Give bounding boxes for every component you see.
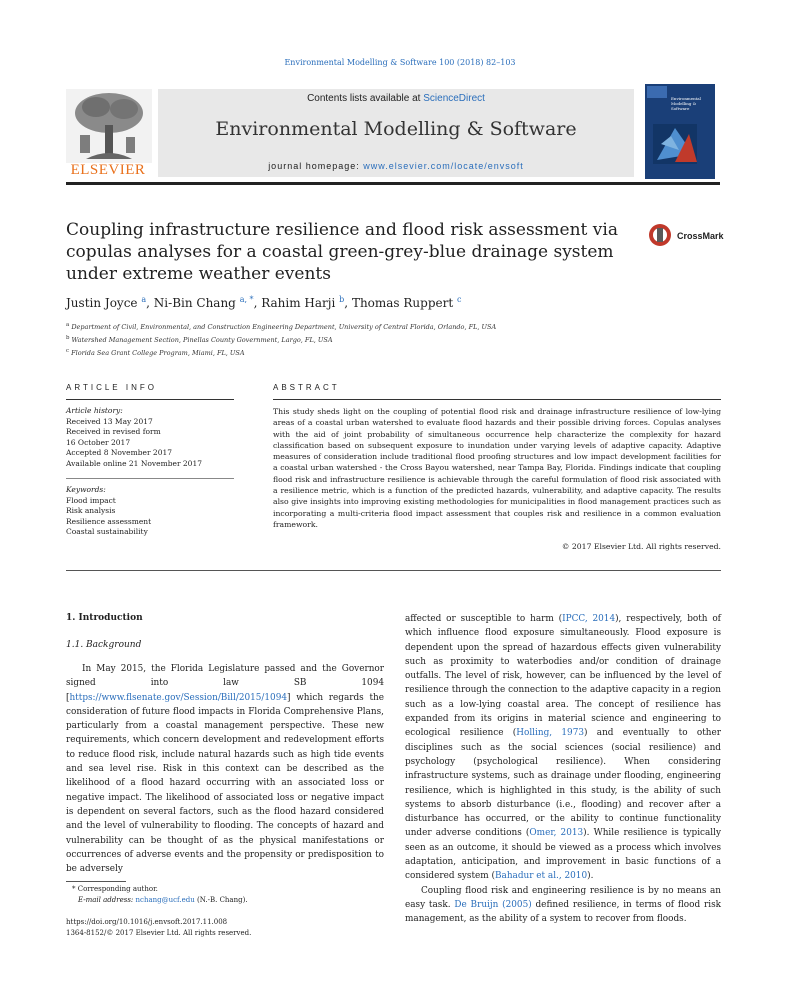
doi-link[interactable]: https://doi.org/10.1016/j.envsoft.2017.11.008 <box>66 918 228 926</box>
journal-citation[interactable]: Environmental Modelling & Software 100 (2018) 82–103 <box>284 58 516 67</box>
author-name[interactable]: Ni-Bin Chang <box>153 296 236 310</box>
reference-link[interactable]: Bahadur et al., 2010 <box>495 871 588 882</box>
body-paragraph: Coupling flood risk and engineering resilience is by no means an easy task. De Bruijn (2005) defined resilience, in terms of flood risk management, as the ability of a system to recover from floods. <box>405 885 722 925</box>
homepage-link[interactable]: www.elsevier.com/locate/envsoft <box>363 161 524 171</box>
article-history <box>66 406 234 469</box>
keywords-label: Keywords: <box>66 485 106 494</box>
author-name[interactable]: Thomas Ruppert <box>351 296 454 310</box>
body-paragraph: In May 2015, the Florida Legislature passed and the Governor signed into law SB 1094 [https://www.flsenate.gov/Session/Bill/2015/1094] which regards the consideration of future flood impacts in Florida Comprehensive Plans, particularly from a coastal management perspective. These new requirements, which concern development and redevelopment efforts to reduce flood risk, include natural hazards such as high tide events and sea level rise. Risk in this context can be described as the likelihood of a flood hazard occurring with an associated loss or negative impact. The likelihood of associated loss or negative impact is dependent on several factors, such as the flood hazard considered and the level of vulnerability to flooding. The concepts of hazard and vulnerability can be thought of as the physical manifestations or occurrences of adverse events and the propensity or predisposition to be adversely <box>66 664 384 875</box>
contents-line <box>158 93 634 104</box>
article-title: Coupling infrastructure resilience and flood risk assessment via copulas analyses for a coastal green-grey-blue drainage system under extreme weather events <box>66 220 618 284</box>
footnote-rule <box>66 881 126 882</box>
abstract-heading: ABSTRACT <box>273 383 340 392</box>
author-name[interactable]: Rahim Harji <box>261 296 336 310</box>
keyword-item: Resilience assessment <box>66 516 152 526</box>
header-divider <box>66 182 720 185</box>
journal-homepage <box>158 161 634 171</box>
right-column-text <box>405 612 721 927</box>
elsevier-wordmark: ELSEVIER <box>70 162 146 178</box>
author-affil-sup[interactable]: b <box>339 295 345 304</box>
keyword-item: Risk analysis <box>66 506 116 515</box>
keyword-item: Flood impact <box>66 495 116 505</box>
author-affil-sup[interactable]: a, * <box>239 295 254 304</box>
keyword-item: Coastal sustainability <box>66 527 148 536</box>
reference-link[interactable]: Omer, 2013 <box>529 828 584 839</box>
abstract-copyright: © 2017 Elsevier Ltd. All rights reserved. <box>561 542 721 551</box>
history-item: Received 13 May 2017 <box>66 416 153 426</box>
reference-link[interactable]: IPCC, 2014 <box>562 614 616 624</box>
section-heading: 1. Introduction <box>66 613 143 623</box>
keywords-rule <box>66 478 234 479</box>
subsection-heading: 1.1. Background <box>66 640 142 650</box>
corresponding-author-note: * Corresponding author. <box>72 885 158 893</box>
reference-link[interactable]: De Bruijn (2005) <box>454 899 532 910</box>
contents-prefix: Contents lists available at <box>307 93 424 104</box>
senate-bill-link[interactable]: https://www.flsenate.gov/Session/Bill/2015/1094 <box>69 692 287 703</box>
history-item: Received in revised form <box>66 427 161 436</box>
article-info-heading: ARTICLE INFO <box>66 383 157 392</box>
keywords <box>66 485 234 538</box>
affiliation-item: $^b$ Watershed Management Section, Pinellas County Government, Largo, FL, USA <box>66 335 333 345</box>
reference-link[interactable]: Holling, 1973 <box>516 728 584 739</box>
front-matter-divider <box>66 570 721 571</box>
journal-name: Environmental Modelling & Software <box>215 118 577 140</box>
sciencedirect-link[interactable]: ScienceDirect <box>423 93 485 104</box>
elsevier-tree-logo <box>66 89 152 163</box>
history-item: 16 October 2017 <box>66 437 131 447</box>
affiliation-item: $^a$ Department of Civil, Environmental, and Construction Engineering Department, University of Central Florida, Orlando, FL, USA <box>66 322 497 332</box>
affiliations <box>66 320 496 359</box>
email-note: E-mail address: nchang@ucf.edu (N.-B. Chang). <box>78 896 248 904</box>
author-affil-sup[interactable]: a <box>141 295 147 304</box>
crossmark-label[interactable]: CrossMark <box>677 231 724 241</box>
crossmark-icon[interactable] <box>648 223 672 247</box>
left-column-text <box>66 662 384 876</box>
homepage-prefix: journal homepage: <box>268 161 364 171</box>
author-list: Justin Joyce $^a$, Ni-Bin Chang $^{a, *}$, Rahim Harji $^b$, Thomas Ruppert $^c$ <box>66 295 462 310</box>
abstract-text: This study sheds light on the coupling of potential flood risk and drainage infrastructure resilience of low-lying areas of a coastal urban watershed to evaluate flood hazards and their possible driving forces. Copulas analyses with the aid of joint probability of simultaneous occurrence help characterize the complexity for hazard classification based on subsequent exposure to inundation under varying levels of adaptive capacity. Adaptive measures of consideration include traditional flood proofing structures and low impact development facilities for a coastal urban watershed - the Cross Bayou watershed, near Tampa Bay, Florida. Findings indicate that coupling flood risk and infrastructure resilience is achievable through the careful formulation of flood risk associated with a resilience metric, which is a function of the predicted hazards, vulnerability, and adaptive capacity. The results also give insights into improving existing methodologies for municipalities in flood management practices such as incorporating a multi-criteria flood impact assessment that couples risk and resilience in a common evaluation framework. <box>273 407 721 529</box>
article-info-rule <box>66 399 234 400</box>
issn-line: 1364-8152/© 2017 Elsevier Ltd. All rights reserved. <box>66 929 252 937</box>
history-label: Article history: <box>66 406 123 415</box>
email-link[interactable]: nchang@ucf.edu <box>135 896 195 904</box>
abstract-rule <box>273 399 721 400</box>
author-name[interactable]: Justin Joyce <box>66 296 138 310</box>
history-item: Available online 21 November 2017 <box>66 458 202 468</box>
body-paragraph: affected or susceptible to harm (IPCC, 2014), respectively, both of which influence flood exposure simultaneously. Flood exposure is dependent upon the spread of hazardous effects given vulnerability such as proximity to waterbodies and/or condition of drainage outfalls. The level of risk, however, can be influenced by the level of resilience through the connection to the adaptive capacity in a region such as a low-lying coastal area. The concept of resilience has expanded from its origins in material science and engineering to ecological resilience (Holling, 1973) and eventually to other disciplines such as the social sciences (social resilience) and psychology (psychological resilience). When considering infrastructure systems, such as drainage under flooding, engineering resilience, which is highlighted in this study, is the ability of such systems to absorb disturbance (i.e., flooding) and recover after a disturbance has occurred, or the ability to continue functionality under adverse conditions (Omer, 2013). While resilience is typically seen as an outcome, it should be viewed as a process which involves adaptation, anticipation, and improvement in basic functions of a considered system (Bahadur et al., 2010). <box>405 614 721 882</box>
affiliation-item: $^c$ Florida Sea Grant College Program, Miami, FL, USA <box>66 348 245 358</box>
author-affil-sup[interactable]: c <box>457 295 462 304</box>
history-item: Accepted 8 November 2017 <box>66 448 173 457</box>
cover-title: Environmental Modelling & Software <box>671 96 701 111</box>
